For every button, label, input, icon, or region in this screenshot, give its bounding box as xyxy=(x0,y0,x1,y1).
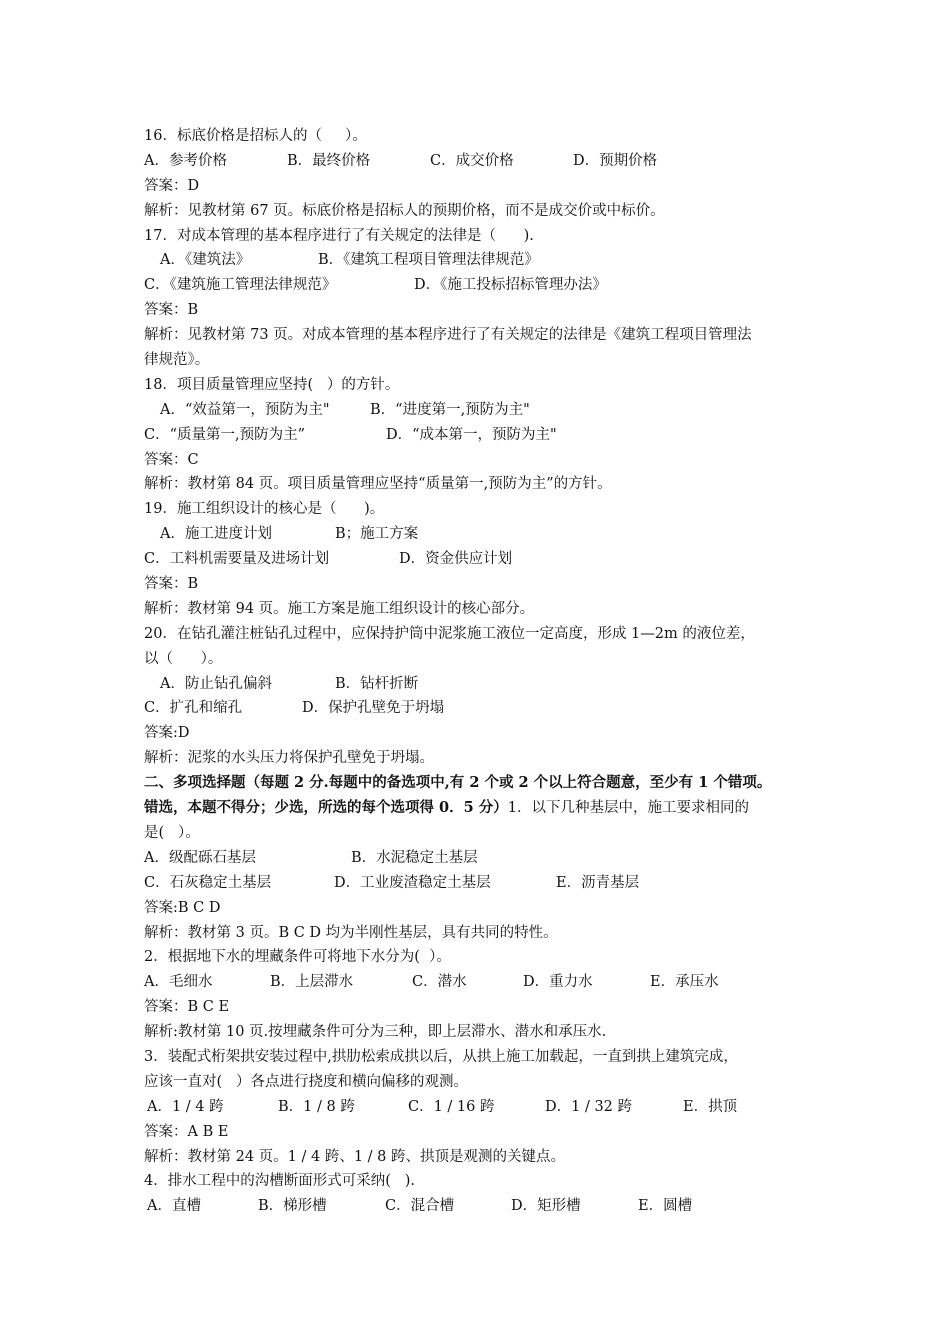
section-2-heading-bold: 错选，本题不得分；少选，所选的每个选项得 0．5 分） xyxy=(144,799,508,817)
option-c: C．潜水 xyxy=(412,974,467,991)
multi-question-3-answer: 答案：A B E xyxy=(144,1123,229,1140)
option-b: B；施工方案 xyxy=(335,526,419,543)
option-a: A．直槽 xyxy=(147,1198,201,1215)
question-17-analysis-line1: 解析：见教材第 73 页。对成本管理的基本程序进行了有关规定的法律是《建筑工程项目管理法 xyxy=(144,327,752,344)
question-19-stem: 19．施工组织设计的核心是（ )。 xyxy=(144,501,385,518)
question-19-options-row1 xyxy=(144,522,814,547)
option-b: B．水泥稳定土基层 xyxy=(351,849,478,866)
option-a: A．施工进度计划 xyxy=(160,526,272,543)
option-d: D．“成本第一，预防为主" xyxy=(386,426,557,443)
question-18-options-row2 xyxy=(144,423,814,448)
option-e: E．圆槽 xyxy=(638,1198,693,1215)
question-18-answer: 答案：C xyxy=(144,451,199,468)
question-17-answer: 答案：B xyxy=(144,302,199,319)
option-d: D．工业废渣稳定土基层 xyxy=(334,874,491,891)
question-20-analysis: 解析：泥浆的水头压力将保护孔壁免于坍塌。 xyxy=(144,750,434,767)
question-18-analysis: 解析：教材第 84 页。项目质量管理应坚持“质量第一,预防为主”的方针。 xyxy=(144,476,612,493)
multi-question-1-options-row2 xyxy=(144,871,814,896)
question-17-analysis-line2: 律规范》。 xyxy=(144,352,210,369)
multi-question-1-options-row1 xyxy=(144,846,814,871)
question-20-options-row2 xyxy=(144,696,814,721)
option-a: A．级配砾石基层 xyxy=(144,849,256,866)
question-17-options-row1 xyxy=(144,248,814,273)
option-a: A．《建筑法》 xyxy=(160,252,251,269)
section-2-heading-line2 xyxy=(144,796,814,821)
option-c: C．混合槽 xyxy=(385,1198,455,1215)
multi-question-1-analysis: 解析：教材第 3 页。B C D 均为半刚性基层，具有共同的特性。 xyxy=(144,924,558,941)
option-d: D．1 / 32 跨 xyxy=(545,1098,633,1115)
question-19-analysis: 解析：教材第 94 页。施工方案是施工组织设计的核心部分。 xyxy=(144,600,535,617)
question-16-answer: 答案：D xyxy=(144,177,200,194)
question-16-options xyxy=(144,149,814,174)
option-d: D．矩形槽 xyxy=(511,1198,581,1215)
multi-question-3-stem-line2: 应该一直对( ）各点进行挠度和横向偏移的观测。 xyxy=(144,1073,468,1090)
option-a: A．“效益第一，预防为主" xyxy=(160,401,330,418)
question-19-options-row2 xyxy=(144,547,814,572)
section-2-heading-line3: 是( ）。 xyxy=(144,824,200,841)
option-a: A．1 / 4 跨 xyxy=(147,1098,224,1115)
document-body xyxy=(144,124,814,1219)
question-20-answer: 答案:D xyxy=(144,725,190,742)
multi-question-1-answer: 答案:B C D xyxy=(144,899,221,916)
multi-question-2-stem: 2．根据地下水的埋藏条件可将地下水分为( ）。 xyxy=(144,949,451,966)
option-b: B．钻杆折断 xyxy=(335,675,419,692)
option-b: B．“进度第一,预防为主" xyxy=(370,401,530,418)
option-c: C．《建筑施工管理法律规范》 xyxy=(144,277,337,294)
option-c: C．成交价格 xyxy=(430,152,514,169)
question-20-stem-line1: 20．在钻孔灌注桩钻孔过程中，应保持护筒中泥浆施工液位一定高度，形成 1—2m 的液位差， xyxy=(144,625,755,642)
question-16-analysis: 解析：见教材第 67 页。标底价格是招标人的预期价格，而不是成交价或中标价。 xyxy=(144,202,665,219)
question-19-answer: 答案：B xyxy=(144,576,199,593)
option-a: A．毛细水 xyxy=(144,974,213,991)
question-18-stem: 18．项目质量管理应坚持( ）的方针。 xyxy=(144,376,400,393)
option-b: B．《建筑工程项目管理法律规范》 xyxy=(318,252,539,269)
question-16-stem: 16．标底价格是招标人的（ ）。 xyxy=(144,128,367,144)
option-c: C．1 / 16 跨 xyxy=(408,1098,495,1115)
option-b: B．上层滞水 xyxy=(270,974,354,991)
multi-question-3-options xyxy=(144,1095,814,1120)
multi-question-2-analysis: 解析:教材第 10 页.按埋藏条件可分为三种，即上层滞水、潜水和承压水. xyxy=(144,1024,607,1041)
option-c: C．石灰稳定土基层 xyxy=(144,874,272,891)
option-d: D．重力水 xyxy=(523,974,593,991)
question-18-options-row1 xyxy=(144,398,814,423)
option-c: C．“质量第一,预防为主” xyxy=(144,426,306,443)
option-d: D．《施工投标招标管理办法》 xyxy=(414,277,607,294)
option-b: B．1 / 8 跨 xyxy=(278,1098,355,1115)
multi-question-4-stem: 4．排水工程中的沟槽断面形式可采纳( ). xyxy=(144,1173,415,1190)
option-a: A．防止钻孔偏斜 xyxy=(160,675,272,692)
question-17-stem: 17．对成本管理的基本程序进行了有关规定的法律是（ ). xyxy=(144,227,534,244)
option-e: E．沥青基层 xyxy=(556,874,640,891)
section-2-heading-line1: 二、多项选择题（每题 2 分.每题中的备选项中,有 2 个或 2 个以上符合题意，至少有 1 个错项。 xyxy=(144,774,772,792)
option-c: C．扩孔和缩孔 xyxy=(144,700,243,717)
option-e: E．拱顶 xyxy=(683,1098,738,1115)
multi-question-2-answer: 答案：B C E xyxy=(144,999,230,1016)
multi-question-3-stem-line1: 3．装配式桁架拱安装过程中,拱肋松索成拱以后，从拱上施工加载起，一直到拱上建筑完成， xyxy=(144,1048,738,1065)
option-d: D．预期价格 xyxy=(573,152,658,169)
option-d: D．保护孔壁免于坍塌 xyxy=(302,700,445,717)
option-d: D．资金供应计划 xyxy=(399,551,513,568)
multi-question-3-analysis: 解析：教材第 24 页。1 / 4 跨、1 / 8 跨、拱顶是观测的关键点。 xyxy=(144,1148,565,1165)
option-e: E．承压水 xyxy=(650,974,719,991)
option-c: C．工料机需要量及进场计划 xyxy=(144,551,330,568)
question-17-options-row2 xyxy=(144,273,814,298)
option-a: A．参考价格 xyxy=(144,152,227,169)
option-b: B．梯形槽 xyxy=(258,1198,327,1215)
question-20-options-row1 xyxy=(144,672,814,697)
multi-question-1-stem: 1．以下几种基层中，施工要求相同的 xyxy=(507,800,750,817)
question-20-stem-line2: 以（ ）。 xyxy=(144,650,223,667)
multi-question-4-options xyxy=(144,1194,814,1219)
multi-question-2-options xyxy=(144,970,814,995)
option-b: B．最终价格 xyxy=(287,152,371,169)
